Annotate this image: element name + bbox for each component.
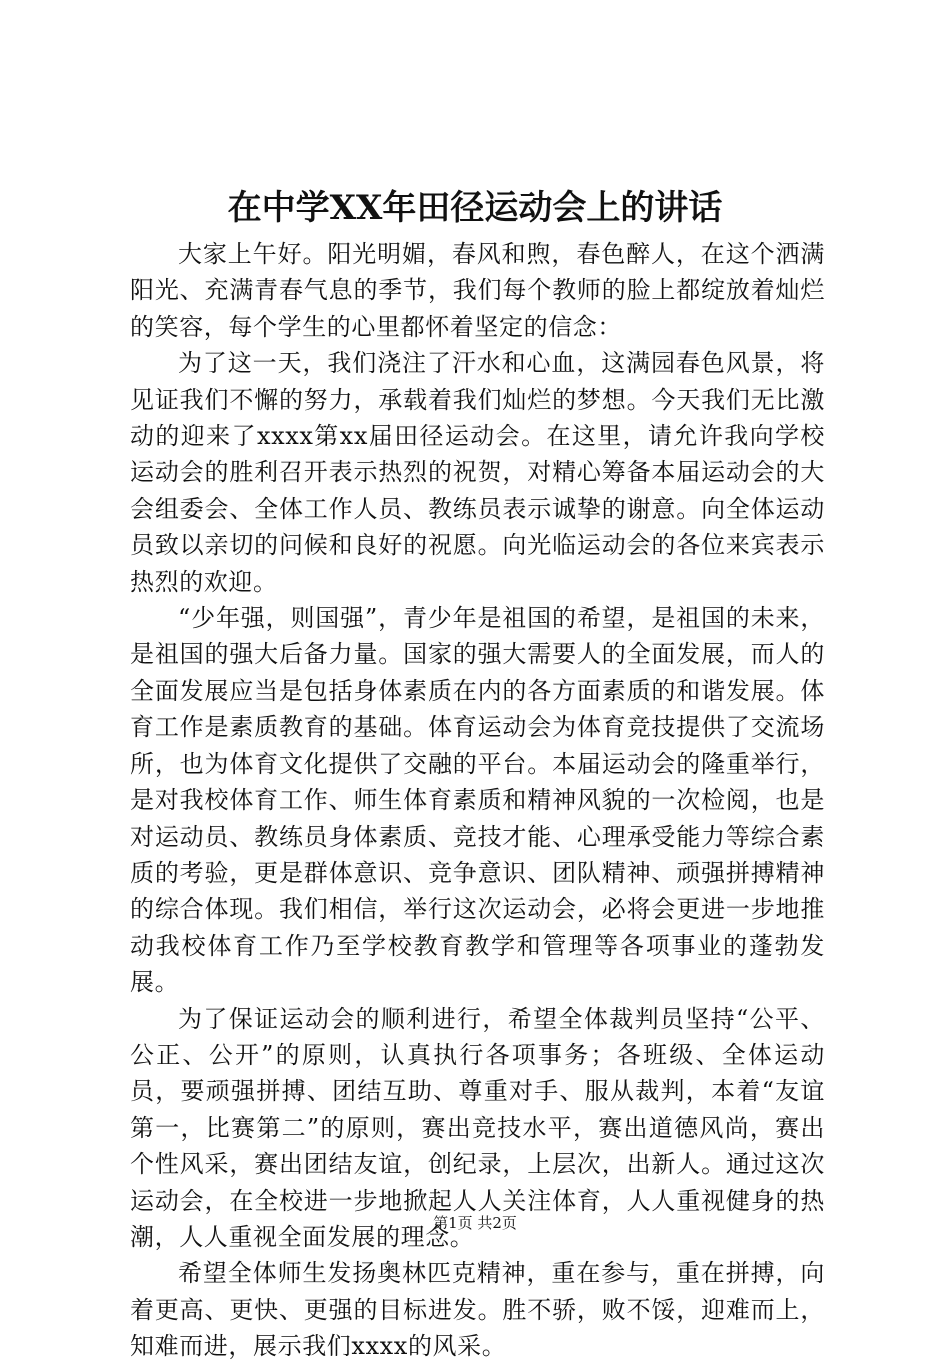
- document-body: [130, 236, 825, 1365]
- page-footer: 第1页 共2页: [433, 1214, 517, 1232]
- paragraph-5: 希望全体师生发扬奥林匹克精神，重在参与，重在拼搏，向着更高、更快、更强的目标进发。胜不骄，败不馁，迎难而上，知难而进，展示我们xxxx的风采。: [130, 1259, 825, 1361]
- paragraph-4: 为了保证运动会的顺利进行，希望全体裁判员坚持“公平、公正、公开”的原则，认真执行各项事务；各班级、全体运动员，要顽强拼搏、团结互助、尊重对手、服从裁判，本着“友谊第一，比赛第二”的原则，赛出竞技水平，赛出道德风尚，赛出个性风采，赛出团结友谊，创纪录，上层次，出新人。通过这次运动会，在全校进一步地掀起人人关注体育，人人重视健身的热潮，人人重视全面发展的理念。: [130, 1004, 825, 1251]
- document-title: 在中学XX年田径运动会上的讲话: [227, 188, 723, 228]
- paragraph-1: 大家上午好。阳光明媚，春风和煦，春色醉人，在这个洒满阳光、充满青春气息的季节，我们每个教师的脸上都绽放着灿烂的笑容，每个学生的心里都怀着坚定的信念：: [130, 240, 825, 341]
- paragraph-3: “少年强，则国强”，青少年是祖国的希望，是祖国的未来，是祖国的强大后备力量。国家的强大需要人的全面发展，而人的全面发展应当是包括身体素质在内的各方面素质的和谐发展。体育工作是素质教育的基础。体育运动会为体育竞技提供了交流场所，也为体育文化提供了交融的平台。本届运动会的隆重举行，是对我校体育工作、师生体育素质和精神风貌的一次检阅，也是对运动员、教练员身体素质、竞技才能、心理承受能力等综合素质的考验，更是群体意识、竞争意识、团队精神、顽强拼搏精神的综合体现。我们相信，举行这次运动会，必将会更进一步地推动我校体育工作乃至学校教育教学和管理等各项事业的蓬勃发展。: [130, 604, 825, 997]
- paragraph-2: 为了这一天，我们浇注了汗水和心血，这满园春色风景，将见证我们不懈的努力，承载着我们灿烂的梦想。今天我们无比激动的迎来了xxxx第xx届田径运动会。在这里，请允许我向学校运动会的胜利召开表示热烈的祝贺，对精心筹备本届运动会的大会组委会、全体工作人员、教练员表示诚挚的谢意。向全体运动员致以亲切的问候和良好的祝愿。向光临运动会的各位来宾表示热烈的欢迎。: [130, 349, 825, 596]
